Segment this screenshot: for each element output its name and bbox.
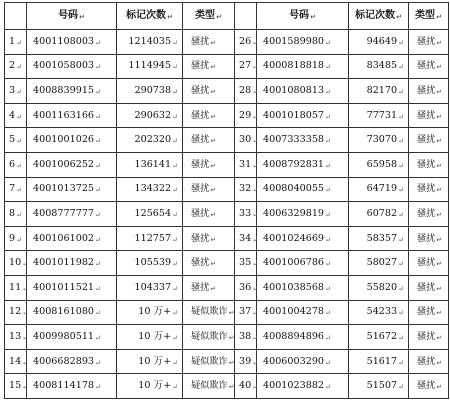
phone-number-left: 4001006252↵ [27, 152, 117, 177]
phone-number-left: 4001011982↵ [27, 251, 117, 276]
phone-number-left: 4008114178↵ [27, 374, 117, 399]
phone-number-left: 4001108003↵ [27, 30, 117, 55]
mark-count-left: 1214035↵ [117, 30, 183, 55]
header-phone-right: 号码↵ [257, 3, 349, 30]
mark-count-left: 125654↵ [117, 202, 183, 227]
header-type-left: 类型↵ [183, 3, 235, 30]
phone-number-right: 4001024669↵ [257, 226, 349, 251]
row-index-left: 6↵ [5, 152, 27, 177]
mark-count-right: 51507↵ [349, 374, 409, 399]
header-index-right [235, 3, 257, 30]
mark-count-left: 290738↵ [117, 79, 183, 104]
row-index-right: 32↵ [235, 177, 257, 202]
mark-type-right: 骚扰↵ [409, 251, 449, 276]
row-index-left: 3↵ [5, 79, 27, 104]
mark-type-left: 骚扰↵ [183, 177, 235, 202]
mark-type-left: 疑似欺诈↵ [183, 300, 235, 325]
row-index-left: 12↵ [5, 300, 27, 325]
table-row [5, 103, 449, 128]
mark-type-right: 骚扰↵ [409, 30, 449, 55]
phone-number-left: 4001001026↵ [27, 128, 117, 153]
table-row [5, 374, 449, 399]
mark-count-right: 55820↵ [349, 275, 409, 300]
row-index-left: 8↵ [5, 202, 27, 227]
table-row [5, 349, 449, 374]
header-count-left: 标记次数↵ [117, 3, 183, 30]
mark-type-right: 骚扰↵ [409, 349, 449, 374]
row-index-right: 35↵ [235, 251, 257, 276]
mark-count-right: 51617↵ [349, 349, 409, 374]
table-row [5, 54, 449, 79]
phone-number-left: 4001013725↵ [27, 177, 117, 202]
mark-type-right: 骚扰↵ [409, 54, 449, 79]
phone-number-left: 4001011521↵ [27, 275, 117, 300]
mark-type-right: 骚扰↵ [409, 226, 449, 251]
mark-count-right: 94649↵ [349, 30, 409, 55]
mark-count-left: 104337↵ [117, 275, 183, 300]
phone-number-right: 4001080813↵ [257, 79, 349, 104]
mark-type-left: 骚扰↵ [183, 128, 235, 153]
mark-type-right: 骚扰↵ [409, 128, 449, 153]
header-phone-left: 号码↵ [27, 3, 117, 30]
row-index-right: 39↵ [235, 349, 257, 374]
phone-number-right: 4008040055↵ [257, 177, 349, 202]
mark-count-left: 136141↵ [117, 152, 183, 177]
mark-count-right: 73070↵ [349, 128, 409, 153]
mark-type-left: 骚扰↵ [183, 30, 235, 55]
mark-count-left: 10 万+↵ [117, 374, 183, 399]
row-index-right: 31↵ [235, 152, 257, 177]
mark-type-right: 骚扰↵ [409, 374, 449, 399]
mark-type-left: 骚扰↵ [183, 152, 235, 177]
table-row [5, 202, 449, 227]
mark-count-left: 1114945↵ [117, 54, 183, 79]
phone-mark-table [4, 2, 449, 399]
phone-number-left: 4008161080↵ [27, 300, 117, 325]
phone-number-right: 4001004278↵ [257, 300, 349, 325]
phone-number-right: 4001038568↵ [257, 275, 349, 300]
mark-type-right: 骚扰↵ [409, 202, 449, 227]
phone-number-left: 4009980511↵ [27, 325, 117, 350]
row-index-left: 11↵ [5, 275, 27, 300]
mark-type-left: 骚扰↵ [183, 275, 235, 300]
table-row [5, 177, 449, 202]
row-index-left: 7↵ [5, 177, 27, 202]
phone-number-left: 4001061002↵ [27, 226, 117, 251]
row-index-right: 29↵ [235, 103, 257, 128]
row-index-left: 4↵ [5, 103, 27, 128]
header-type-right: 类型↵ [409, 3, 449, 30]
mark-count-right: 64719↵ [349, 177, 409, 202]
row-index-left: 5↵ [5, 128, 27, 153]
row-index-left: 14↵ [5, 349, 27, 374]
row-index-right: 28↵ [235, 79, 257, 104]
phone-number-right: 4006329819↵ [257, 202, 349, 227]
phone-number-right: 4001589980↵ [257, 30, 349, 55]
mark-type-right: 骚扰↵ [409, 177, 449, 202]
row-index-left: 2↵ [5, 54, 27, 79]
mark-count-left: 10 万+↵ [117, 325, 183, 350]
phone-number-left: 4008839915↵ [27, 79, 117, 104]
mark-count-right: 82170↵ [349, 79, 409, 104]
mark-count-right: 77731↵ [349, 103, 409, 128]
table-row [5, 251, 449, 276]
mark-count-right: 54233↵ [349, 300, 409, 325]
phone-number-right: 4001018057↵ [257, 103, 349, 128]
row-index-right: 40↵ [235, 374, 257, 399]
mark-count-left: 134322↵ [117, 177, 183, 202]
phone-mark-table-wrapper [4, 2, 448, 399]
table-body [5, 30, 449, 399]
phone-number-right: 4006003290↵ [257, 349, 349, 374]
mark-type-right: 骚扰↵ [409, 103, 449, 128]
table-row [5, 275, 449, 300]
row-index-right: 27↵ [235, 54, 257, 79]
row-index-left: 10↵ [5, 251, 27, 276]
phone-number-right: 4008792831↵ [257, 152, 349, 177]
row-index-right: 37↵ [235, 300, 257, 325]
table-header-row [5, 3, 449, 30]
table-row [5, 325, 449, 350]
phone-number-right: 4008894896↵ [257, 325, 349, 350]
mark-count-right: 58027↵ [349, 251, 409, 276]
row-index-right: 36↵ [235, 275, 257, 300]
mark-type-right: 骚扰↵ [409, 300, 449, 325]
mark-type-right: 骚扰↵ [409, 79, 449, 104]
mark-count-left: 10 万+↵ [117, 349, 183, 374]
table-row [5, 300, 449, 325]
row-index-left: 9↵ [5, 226, 27, 251]
header-count-right: 标记次数↵ [349, 3, 409, 30]
row-index-right: 30↵ [235, 128, 257, 153]
mark-type-right: 骚扰↵ [409, 325, 449, 350]
table-row [5, 226, 449, 251]
mark-type-right: 骚扰↵ [409, 152, 449, 177]
mark-count-left: 290632↵ [117, 103, 183, 128]
row-index-left: 13↵ [5, 325, 27, 350]
mark-type-left: 骚扰↵ [183, 202, 235, 227]
mark-type-left: 骚扰↵ [183, 54, 235, 79]
row-index-right: 38↵ [235, 325, 257, 350]
mark-count-right: 51672↵ [349, 325, 409, 350]
mark-type-right: 骚扰↵ [409, 275, 449, 300]
mark-count-right: 60782↵ [349, 202, 409, 227]
row-index-right: 34↵ [235, 226, 257, 251]
row-index-right: 33↵ [235, 202, 257, 227]
mark-type-left: 骚扰↵ [183, 103, 235, 128]
mark-type-left: 骚扰↵ [183, 79, 235, 104]
phone-number-right: 4000818818↵ [257, 54, 349, 79]
mark-type-left: 骚扰↵ [183, 251, 235, 276]
mark-count-left: 105539↵ [117, 251, 183, 276]
mark-count-left: 10 万+↵ [117, 300, 183, 325]
mark-count-left: 112757↵ [117, 226, 183, 251]
mark-type-left: 疑似欺诈↵ [183, 374, 235, 399]
row-index-left: 15↵ [5, 374, 27, 399]
header-index-left [5, 3, 27, 30]
table-row [5, 152, 449, 177]
table-row [5, 30, 449, 55]
phone-number-left: 4006682893↵ [27, 349, 117, 374]
mark-count-left: 202320↵ [117, 128, 183, 153]
phone-number-right: 4007333358↵ [257, 128, 349, 153]
table-row [5, 128, 449, 153]
phone-number-left: 4008777777↵ [27, 202, 117, 227]
mark-type-left: 骚扰↵ [183, 226, 235, 251]
row-index-right: 26↵ [235, 30, 257, 55]
phone-number-right: 4001006786↵ [257, 251, 349, 276]
table-row [5, 79, 449, 104]
phone-number-left: 4001163166↵ [27, 103, 117, 128]
mark-count-right: 58357↵ [349, 226, 409, 251]
mark-type-left: 疑似欺诈↵ [183, 325, 235, 350]
mark-count-right: 83485↵ [349, 54, 409, 79]
mark-count-right: 65958↵ [349, 152, 409, 177]
row-index-left: 1↵ [5, 30, 27, 55]
mark-type-left: 疑似欺诈↵ [183, 349, 235, 374]
phone-number-right: 4001023882↵ [257, 374, 349, 399]
phone-number-left: 4001058003↵ [27, 54, 117, 79]
